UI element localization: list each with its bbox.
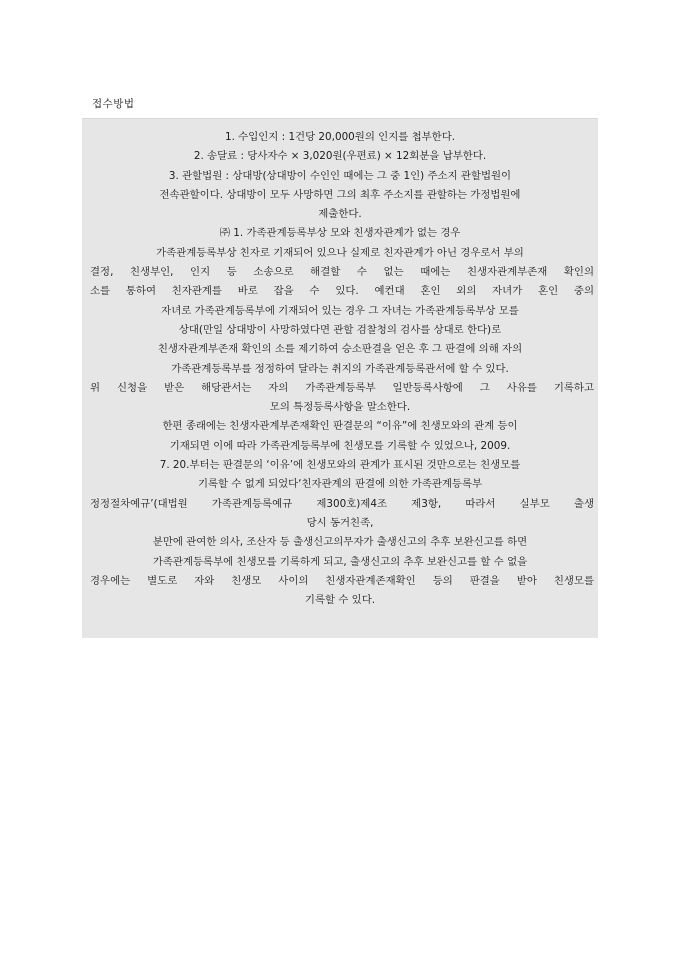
text-line: 자녀로 가족관계등록부에 기재되어 있는 경우 그 자녀는 가족관계등록부상 모를 — [161, 304, 519, 317]
text-line: 정정절차예규’(대법원 가족관계등록예규 제300호)제4조 제3항, 따라서 실부모 출생 — [90, 497, 594, 510]
text-line: 결정, 친생부인, 인지 등 소송으로 해결할 수 없는 때에는 친생자관계부존재 확인의 — [90, 266, 594, 279]
text-line: 7. 20.부터는 판결문의 ‘이유’에 친생모와의 관계가 표시된 것만으로는 친생모를 — [159, 459, 521, 472]
text-line: 경우에는 별도로 자와 친생모 사이의 친생자관계존재확인 등의 판결을 받아 친생모를 — [90, 574, 594, 587]
text-line: 제출한다. — [318, 208, 362, 221]
text-line: 소를 통하여 친자관계를 바로 잡을 수 있다. 예컨대 혼인 외의 자녀가 혼인 중의 — [90, 285, 594, 298]
text-line: 기록할 수 있다. — [304, 594, 376, 607]
text-line: 가족관계등록부상 친자로 기재되어 있으나 실제로 친자관계가 아닌 경우로서 부의 — [156, 246, 524, 259]
text-line: 분만에 관여한 의사, 조산자 등 출생신고의무자가 출생신고의 추후 보완신고를 하면 — [152, 536, 528, 549]
text-line: 기록할 수 없게 되었다‘친자관계의 판결에 의한 가족관계등록부 — [197, 478, 483, 491]
text-line: 가족관계등록부를 정정하여 달라는 취지의 가족관계등록관서에 할 수 있다. — [171, 362, 509, 375]
text-line: ㈜ 1. 가족관계등록부상 모와 친생자관계가 없는 경우 — [219, 227, 461, 240]
text-line: 전속관할이다. 상대방이 모두 사망하면 그의 최후 주소지를 관할하는 가정법원에 — [159, 188, 521, 201]
text-line: 모의 특정등록사항을 말소한다. — [269, 401, 411, 414]
content-box — [82, 118, 598, 638]
text-line: 위 신청을 받은 해당관서는 자의 가족관계등록부 일반등록사항에 그 사유를 기록하고 — [90, 381, 594, 394]
text-line: 2. 송달료 : 당사자수 × 3,020원(우편료) × 12회분을 납부한다. — [193, 150, 487, 163]
text-line: 당시 동거친족, — [306, 516, 374, 529]
text-line: 가족관계등록부에 친생모를 기록하게 되고, 출생신고의 추후 보완신고를 할 수 없을 — [152, 555, 528, 568]
text-line: 3. 관할법원 : 상대방(상대방이 수인인 때에는 그 중 1인) 주소지 관할법원이 — [168, 169, 512, 182]
text-line: 상대(만일 상대방이 사망하였다면 관할 검찰청의 검사를 상대로 한다)로 — [178, 323, 502, 336]
section-heading: 접수방법 — [92, 98, 135, 110]
text-line: 친생자관계부존재 확인의 소를 제기하여 승소판결을 얻은 후 그 판결에 의해 자의 — [157, 343, 523, 356]
text-line: 기재되면 이에 따라 가족관계등록부에 친생모를 기록할 수 있었으나, 2009. — [169, 439, 511, 452]
text-line: 한편 종래에는 친생자관계부존재확인 판결문의 “이유”에 친생모와의 관계 등이 — [162, 420, 518, 433]
text-line: 1. 수입인지 : 1건당 20,000원의 인지를 첩부한다. — [224, 131, 456, 143]
